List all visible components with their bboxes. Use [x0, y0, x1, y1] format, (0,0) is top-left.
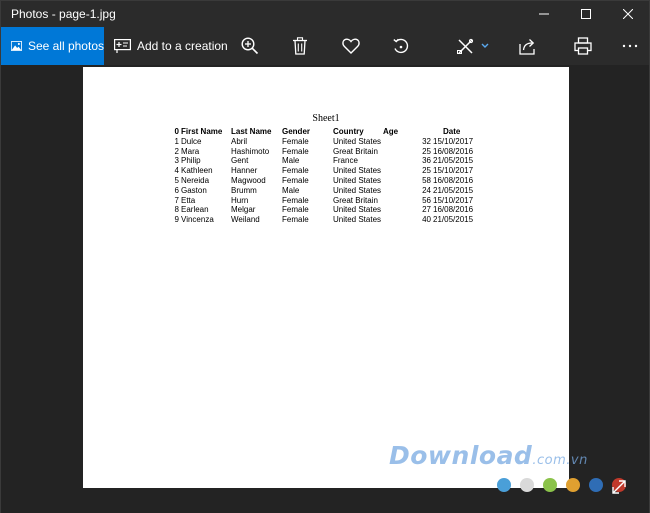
- table-row: [171, 205, 489, 215]
- cell-last-name: Abril: [231, 136, 248, 146]
- watermark-main: Download: [389, 441, 533, 470]
- cell-country: Great Britain: [333, 195, 378, 205]
- cell-country: France: [333, 156, 358, 166]
- watermark-dot: [497, 478, 511, 492]
- favorite-button[interactable]: [336, 27, 366, 65]
- more-options-button[interactable]: [615, 27, 645, 65]
- see-all-photos-label: See all photos: [27, 39, 104, 53]
- cell-date: 16/08/2016: [433, 175, 474, 185]
- see-all-photos-button[interactable]: [1, 27, 104, 65]
- cell-gender: Female: [282, 166, 309, 176]
- maximize-icon: [581, 9, 591, 19]
- cell-gender: Female: [282, 205, 309, 215]
- image-canvas[interactable]: [1, 65, 649, 513]
- cell-gender: Female: [282, 215, 309, 225]
- cell-last-name: Weiland: [231, 215, 260, 225]
- close-icon: [623, 9, 633, 19]
- watermark-dot: [543, 478, 557, 492]
- expand-icon: [610, 478, 628, 496]
- fullscreen-button[interactable]: [607, 475, 631, 499]
- cell-country: United States: [333, 185, 382, 195]
- cell-last-name: Gent: [231, 156, 249, 166]
- cell-first-name: Philip: [181, 156, 201, 166]
- watermark-dot: [520, 478, 534, 492]
- cell-age: 25: [422, 146, 431, 156]
- cell-index: 5: [174, 175, 179, 185]
- table-row: [171, 147, 489, 157]
- cell-age: 56: [422, 195, 431, 205]
- cell-index: 3: [174, 156, 179, 166]
- title-bar: [1, 1, 649, 27]
- cell-date: 21/05/2015: [433, 215, 474, 225]
- cell-date: 21/05/2015: [433, 156, 474, 166]
- watermark-dot: [589, 478, 603, 492]
- cell-gender: Male: [282, 156, 300, 166]
- cell-first-name: Gaston: [181, 185, 207, 195]
- table-row: [171, 215, 489, 225]
- toolbar: [1, 27, 649, 65]
- table-header-row: [171, 127, 489, 137]
- zoom-in-button[interactable]: [235, 27, 265, 65]
- cell-index: 4: [174, 166, 179, 176]
- cell-last-name: Melgar: [231, 205, 256, 215]
- maximize-button[interactable]: [565, 1, 607, 27]
- cell-last-name: Hurn: [231, 195, 249, 205]
- cell-country: United States: [333, 175, 382, 185]
- cell-date: 16/08/2016: [433, 205, 474, 215]
- table-row: [171, 137, 489, 147]
- cell-first-name: Mara: [181, 146, 200, 156]
- rotate-icon: [392, 37, 410, 55]
- minimize-icon: [539, 9, 549, 19]
- cell-country: United States: [333, 205, 382, 215]
- cell-first-name: Etta: [181, 195, 196, 205]
- edit-create-button[interactable]: [453, 27, 493, 65]
- cell-date: 15/10/2017: [433, 136, 474, 146]
- cell-gender: Male: [282, 185, 300, 195]
- table-row: [171, 166, 489, 176]
- more-icon: [622, 44, 638, 48]
- cell-first-name: Earlean: [181, 205, 209, 215]
- cell-age: 40: [422, 215, 431, 225]
- cell-last-name: Hashimoto: [231, 146, 270, 156]
- header-gender: Gender: [282, 127, 311, 136]
- add-to-creation-label: Add to a creation: [137, 39, 228, 53]
- rotate-button[interactable]: [386, 27, 416, 65]
- cell-last-name: Hanner: [231, 166, 258, 176]
- cell-age: 36: [422, 156, 431, 166]
- header-last-name: Last Name: [231, 127, 272, 136]
- photos-icon: [11, 39, 22, 53]
- cell-index: 2: [174, 146, 179, 156]
- data-table: [171, 127, 489, 225]
- cell-index: 1: [174, 136, 179, 146]
- delete-icon: [292, 37, 308, 55]
- cell-gender: Female: [282, 146, 309, 156]
- cell-last-name: Brumm: [231, 185, 257, 195]
- delete-button[interactable]: [285, 27, 315, 65]
- cell-gender: Female: [282, 175, 309, 185]
- cell-index: 8: [174, 205, 179, 215]
- cell-age: 27: [422, 205, 431, 215]
- cell-first-name: Dulce: [181, 136, 202, 146]
- watermark-suffix: .com.vn: [532, 453, 588, 468]
- sheet-title: Sheet1: [312, 113, 340, 124]
- cell-gender: Female: [282, 195, 309, 205]
- cell-index: 7: [174, 195, 179, 205]
- cell-index: 9: [174, 215, 179, 225]
- cell-date: 16/08/2016: [433, 146, 474, 156]
- close-button[interactable]: [607, 1, 649, 27]
- cell-country: United States: [333, 215, 382, 225]
- table-row: [171, 156, 489, 166]
- watermark-text: [389, 441, 588, 470]
- document-page: [83, 67, 569, 488]
- header-index: 0: [174, 127, 179, 136]
- share-icon: [519, 37, 537, 55]
- cell-country: United States: [333, 136, 382, 146]
- share-button[interactable]: [513, 27, 543, 65]
- cell-age: 32: [422, 136, 431, 146]
- table-row: [171, 196, 489, 206]
- cell-date: 21/05/2015: [433, 185, 474, 195]
- table-body: [171, 137, 489, 225]
- cell-age: 24: [422, 185, 431, 195]
- add-to-creation-button[interactable]: [114, 27, 228, 65]
- cell-country: Great Britain: [333, 146, 378, 156]
- cell-date: 15/10/2017: [433, 166, 474, 176]
- cell-first-name: Vincenza: [181, 215, 214, 225]
- cell-last-name: Magwood: [231, 175, 266, 185]
- cell-country: United States: [333, 166, 382, 176]
- watermark-dot: [566, 478, 580, 492]
- table-row: [171, 176, 489, 186]
- header-first-name: First Name: [181, 127, 223, 136]
- cell-gender: Female: [282, 136, 309, 146]
- cell-date: 15/10/2017: [433, 195, 474, 205]
- window-controls: [523, 1, 649, 27]
- cell-age: 25: [422, 166, 431, 176]
- cell-first-name: Nereida: [181, 175, 210, 185]
- window-title: Photos - page-1.jpg: [11, 7, 116, 21]
- add-creation-icon: [114, 39, 131, 53]
- minimize-button[interactable]: [523, 1, 565, 27]
- print-button[interactable]: [568, 27, 598, 65]
- cell-index: 6: [174, 185, 179, 195]
- header-date: Date: [443, 127, 461, 136]
- heart-icon: [342, 38, 360, 54]
- table-row: [171, 186, 489, 196]
- cell-age: 58: [422, 175, 431, 185]
- edit-icon: [456, 37, 490, 55]
- print-icon: [574, 37, 592, 55]
- zoom-in-icon: [241, 37, 259, 55]
- header-age: Age: [383, 127, 399, 136]
- cell-first-name: Kathleen: [181, 166, 213, 176]
- header-country: Country: [333, 127, 364, 136]
